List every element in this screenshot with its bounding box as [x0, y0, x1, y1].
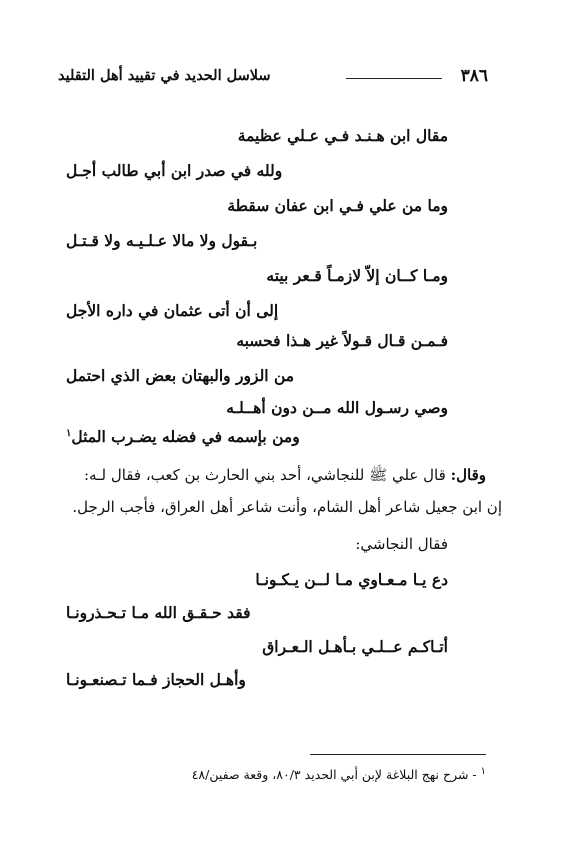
verse-line: فقد حـقـق الله مـا تـحـذرونـا — [66, 603, 251, 622]
page-number: ٣٨٦ — [460, 66, 488, 86]
verse-line: ومـا كــان إلاّ لازمـاً قـعر بيته — [266, 266, 448, 285]
running-title: سلاسل الحديد في تقييد أهل التقليد — [58, 67, 271, 84]
verse-line: أتـاكـم عــلـي بـأهـل الـعـراق — [262, 637, 448, 656]
footnote-rule — [310, 754, 486, 755]
footnote — [192, 766, 486, 782]
verse-line: وأهـل الحجاز فـما تـصنعـونـا — [66, 670, 246, 689]
verse-line: مقال ابن هـنـد فـي عـلي عظيمة — [237, 126, 448, 145]
verse-line: فـمـن قـال قـولاً غير هـذا فحسبه — [236, 331, 448, 350]
verse-line: ولله في صدر ابن أبي طالب أجـل — [66, 161, 283, 180]
prose-line: إن ابن جعيل شاعر أهل الشام، وأنت شاعر أهل العراق، فأجب الرجل. — [72, 498, 502, 516]
prose-lead: وقال: — [450, 466, 486, 484]
verse-line: إلى أن أتى عثمان في داره الأجل — [66, 301, 279, 320]
page-header — [58, 66, 488, 90]
header-rule — [346, 78, 442, 79]
footnote-ref: ١ — [66, 427, 72, 439]
verse-line: دع يـا مـعـاوي مـا لــن يـكـونـا — [255, 570, 448, 589]
verse-line: من الزور والبهتان بعض الذي احتمل — [66, 366, 295, 385]
footnote-text: - شرح نهج البلاغة لإبن أبي الحديد ٨٠/٣، وقعة صفين/٤٨ — [191, 767, 477, 783]
prose-line — [84, 466, 486, 488]
verse-line: وصي رسـول الله مــن دون أهــلـه — [226, 398, 448, 417]
verse-line: وما من علي فـي ابن عفان سقطة — [227, 196, 448, 215]
footnote-marker: ١ — [480, 766, 486, 777]
verse-line-with-footnote — [66, 427, 300, 446]
verse-text: ومن بإسمه في فضله يضـرب المثل — [71, 427, 300, 446]
prose-text: قال علي ﷺ للنجاشي، أحد بني الحارث بن كعب، فقال لـه: — [84, 466, 446, 484]
verse-line: بـقول ولا مالا عـلـيـه ولا قـتـل — [66, 231, 258, 250]
prose-line: فقال النجاشي: — [355, 535, 448, 553]
